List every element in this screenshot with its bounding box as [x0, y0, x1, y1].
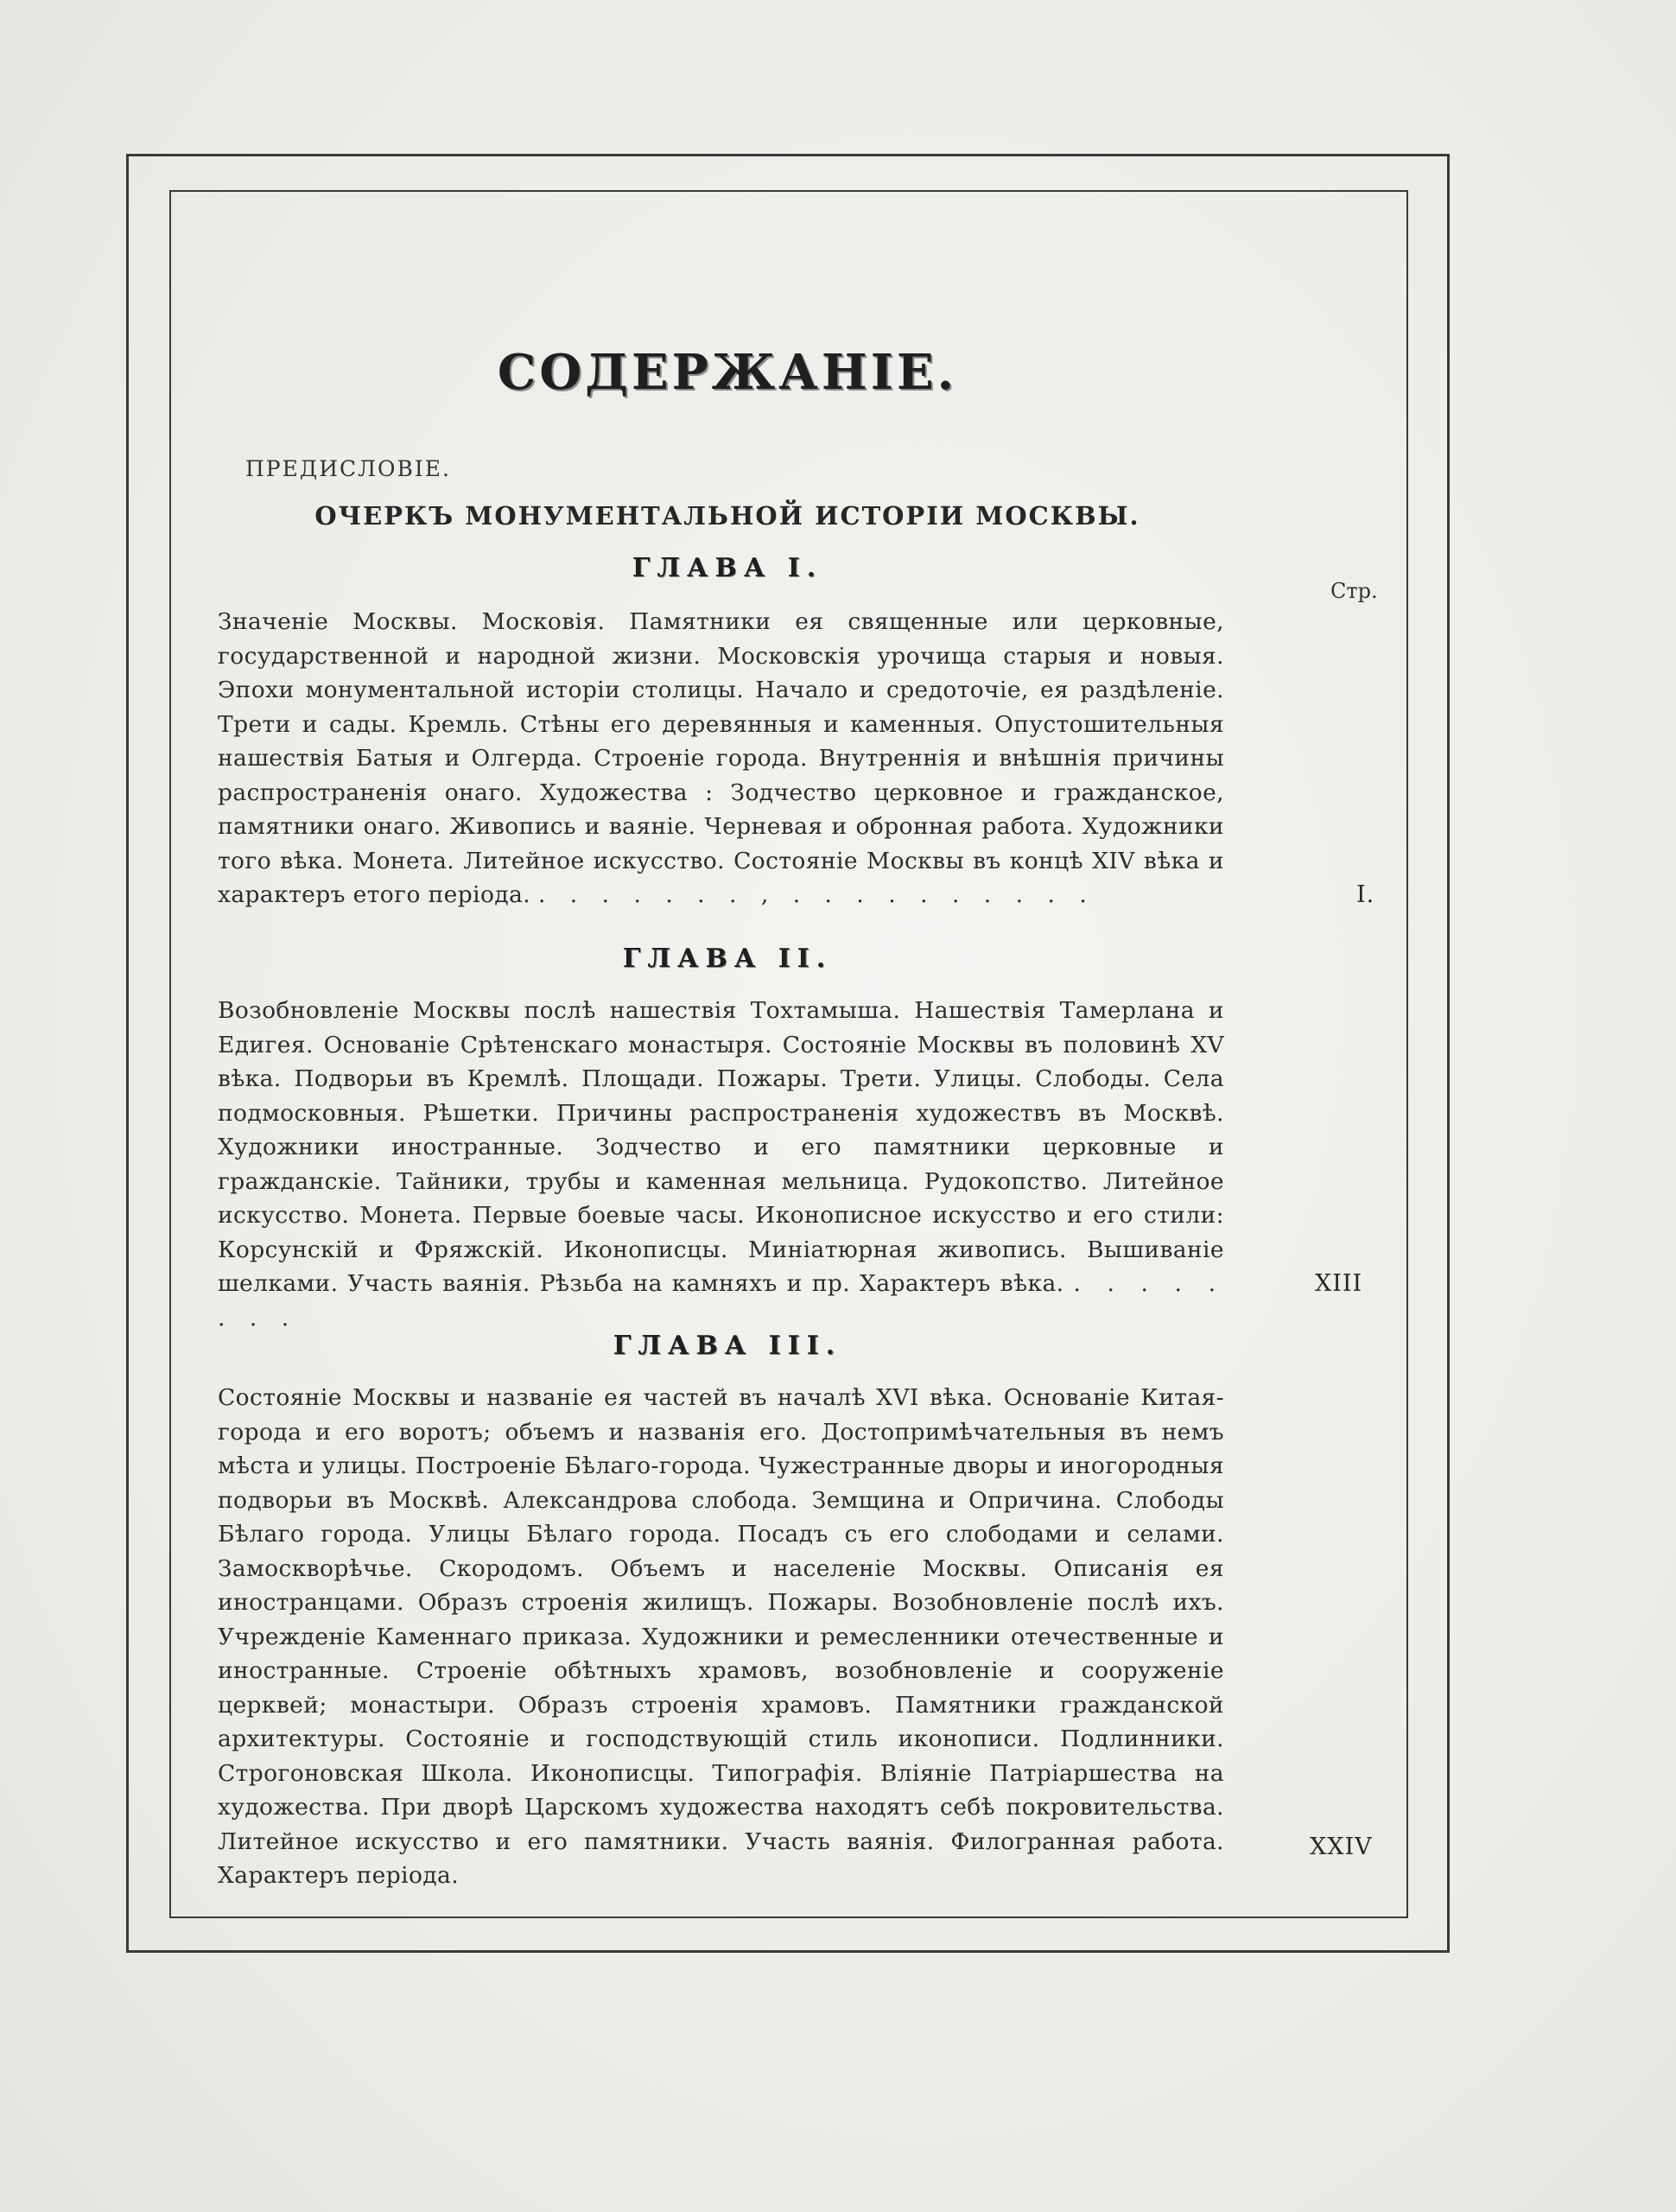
chapter-2-page-number: XIII — [1315, 1270, 1363, 1297]
chapter-1-text: Значеніе Москвы. Московія. Памятники ея священные или церковные, государственной и народной жизни. Московскія урочища старыя и новыя. Эпохи монументальной исторіи столицы. Начало и средоточіе, ея раздѣленіе. Трети и сады. Кремль. Стѣны его деревянныя и каменныя. Опустошительныя нашествія Батыя и Олгерда. Строеніе города. Внутреннія и внѣшнія причины распространенія онаго. Художества : Зодчество церковное и гражданское, памятники онаго. Живопись и ваяніе. Черневая и обронная работа. Художники того вѣка. Монета. Литейное искусство. Состояніе Москвы въ концѣ XIV вѣка и характеръ етого періода. — [218, 608, 1224, 908]
chapter-3-text: Состояніе Москвы и названіе ея частей въ началѣ XVI вѣка. Основаніе Китая-города и его воротъ; объемъ и названія его. Достопримѣчательныя въ немъ мѣста и улицы. Построеніе Бѣлаго-города. Чужестранные дворы и иногородныя подворьи въ Москвѣ. Александрова слобода. Земщина и Опричина. Слободы Бѣлаго города. Улицы Бѣлаго города. Посадъ съ его слободами и селами. Замоскворѣчье. Скородомъ. Объемъ и населеніе Москвы. Описанія ея иностранцами. Образъ строенія жилищъ. Пожары. Возобновленіе послѣ ихъ. Учрежденіе Каменнаго приказа. Художники и ремесленники отечественные и иностранные. Строеніе обѣтныхъ храмовъ, возобновленіе и сооруженіе церквей; монастыри. Образъ строенія храмовъ. Памятники гражданской архитектуры. Состояніе и господствующій стиль иконописи. Подлинники. Строгоновская Школа. Иконописцы. Типографія. Вліяніе Патріаршества на художества. При дворѣ Царскомъ художества находятъ себѣ покровительства. Литейное искусство и его памятники. Участь ваянія. Филогранная работа. Характеръ періода. — [218, 1384, 1224, 1889]
chapter-1-page-number: I. — [1356, 881, 1375, 908]
chapter-2-text: Возобновленіе Москвы послѣ нашествія Тохтамыша. Нашествія Тамерлана и Едигея. Основаніе Срѣтенскаго монастыря. Состояніе Москвы въ половинѣ XV вѣка. Подворьи въ Кремлѣ. Площади. Пожары. Трети. Улицы. Слободы. Села подмосковныя. Рѣшетки. Причины распространенія художествъ въ Москвѣ. Художники иностранные. Зодчество и его памятники церковные и гражданскіе. Тайники, трубы и каменная мельница. Рудокопство. Литейное искусство. Монета. Первые боевые часы. Иконописное искусство и его стили: Корсунскій и Фряжскій. Иконописцы. Миніатюрная живопись. Вышиваніе шелками. Участь ваянія. Рѣзьба на камняхъ и пр. Характеръ вѣка. — [218, 997, 1224, 1297]
preface-entry: ПРЕДИСЛОВІЕ. — [245, 456, 451, 481]
chapter-2-heading: ГЛАВА II. — [622, 944, 833, 974]
page-column-label: Стр. — [1330, 579, 1378, 603]
chapter-3-page-number: XXIV — [1310, 1834, 1373, 1860]
chapter-2-summary — [218, 994, 1224, 1335]
page-title: СОДЕРЖАНІЕ. — [497, 344, 958, 401]
chapter-1-heading: ГЛАВА I. — [632, 553, 823, 583]
chapter-3-summary — [218, 1381, 1224, 1893]
chapter-1-summary — [218, 605, 1224, 912]
section-subtitle: ОЧЕРКЪ МОНУМЕНТАЛЬНОЙ ИСТОРІИ МОСКВЫ. — [314, 501, 1140, 531]
chapter-2-leader: . . . . . . . . — [218, 1270, 1224, 1332]
chapter-3-heading: ГЛАВА III. — [613, 1331, 842, 1361]
chapter-1-leader: . . . . . . . , . . . . . . . . . . — [537, 881, 1095, 908]
